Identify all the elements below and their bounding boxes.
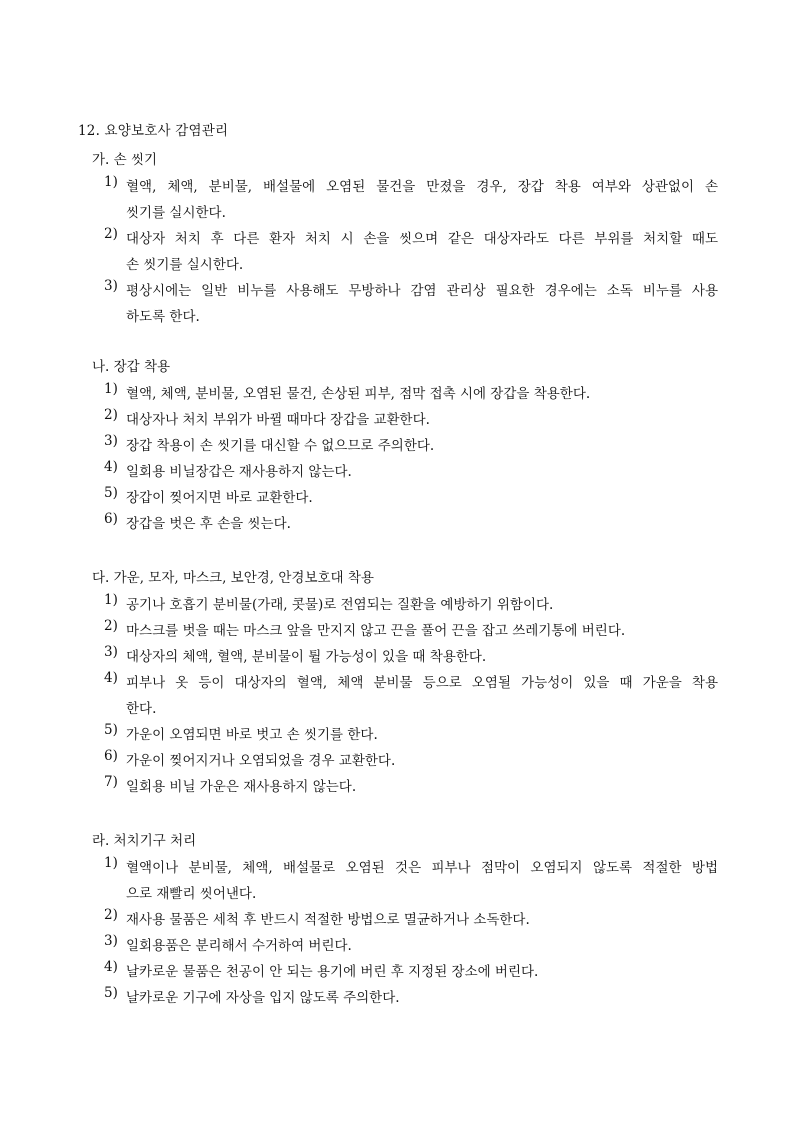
item-number: 3) <box>104 933 118 949</box>
item-text: 혈액, 체액, 분비물, 배설물에 오염된 물건을 만졌을 경우, 장갑 착용 여부와 상관없이 손 <box>126 179 718 195</box>
item-text: 재사용 물품은 세척 후 반드시 적절한 방법으로 멸균하거나 소독한다. <box>126 912 530 928</box>
item-number: 2) <box>104 618 118 634</box>
item-number: 1) <box>104 381 118 397</box>
item-number: 3) <box>104 278 118 294</box>
item-text: 혈액, 체액, 분비물, 오염된 물건, 손상된 피부, 점막 접촉 시에 장갑을 착용한다. <box>126 386 591 402</box>
item-text: 일회용 비닐장갑은 재사용하지 않는다. <box>126 464 352 480</box>
section-heading: 라. 처치기구 처리 <box>92 833 197 849</box>
section-heading: 다. 가운, 모자, 마스크, 보안경, 안경보호대 착용 <box>92 570 374 586</box>
item-number: 4) <box>104 670 118 686</box>
item-text: 일회용 비닐 가운은 재사용하지 않는다. <box>126 779 357 795</box>
item-number: 2) <box>104 226 118 242</box>
item-number: 6) <box>104 748 118 764</box>
item-text: 공기나 호흡기 분비물(가래, 콧물)로 전염되는 질환을 예방하기 위함이다. <box>126 597 554 613</box>
item-number: 5) <box>104 722 118 738</box>
item-text: 혈액이나 분비물, 체액, 배설물로 오염된 것은 피부나 점막이 오염되지 않도록 적절한 방법 <box>126 860 718 876</box>
item-text: 가운이 찢어지거나 오염되었을 경우 교환한다. <box>126 753 396 769</box>
item-text-continued: 손 씻기를 실시한다. <box>126 257 244 273</box>
item-text: 일회용품은 분리해서 수거하여 버린다. <box>126 938 352 954</box>
item-number: 3) <box>104 433 118 449</box>
item-number: 2) <box>104 407 118 423</box>
item-number: 1) <box>104 174 118 190</box>
item-number: 4) <box>104 459 118 475</box>
item-text-continued: 으로 재빨리 씻어낸다. <box>126 886 257 902</box>
section-heading: 가. 손 씻기 <box>92 152 158 168</box>
item-text: 날카로운 기구에 자상을 입지 않도록 주의한다. <box>126 990 400 1006</box>
item-text: 장갑 착용이 손 씻기를 대신할 수 없으므로 주의한다. <box>126 438 435 454</box>
item-text: 평상시에는 일반 비누를 사용해도 무방하나 감염 관리상 필요한 경우에는 소독 비누를 사용 <box>126 283 718 299</box>
item-number: 5) <box>104 485 118 501</box>
item-text: 장갑이 찢어지면 바로 교환한다. <box>126 490 313 506</box>
item-text: 피부나 옷 등이 대상자의 혈액, 체액 분비물 등으로 오염될 가능성이 있을 때 가운을 착용 <box>126 675 718 691</box>
item-text-continued: 한다. <box>126 701 157 717</box>
item-text: 마스크를 벗을 때는 마스크 앞을 만지지 않고 끈을 풀어 끈을 잡고 쓰레기통에 버린다. <box>126 623 626 639</box>
item-text: 날카로운 물품은 천공이 안 되는 용기에 버린 후 지정된 장소에 버린다. <box>126 964 539 980</box>
item-text: 장갑을 벗은 후 손을 씻는다. <box>126 516 291 532</box>
item-text-continued: 씻기를 실시한다. <box>126 205 226 221</box>
item-number: 3) <box>104 644 118 660</box>
item-text: 대상자 처치 후 다른 환자 처치 시 손을 씻으며 같은 대상자라도 다른 부위를 처치할 때도 <box>126 231 718 247</box>
item-number: 2) <box>104 907 118 923</box>
item-number: 1) <box>104 855 118 871</box>
item-number: 6) <box>104 511 118 527</box>
document-title: 12. 요양보호사 감염관리 <box>78 123 229 139</box>
item-text-continued: 하도록 한다. <box>126 309 200 325</box>
item-number: 5) <box>104 985 118 1001</box>
item-number: 4) <box>104 959 118 975</box>
item-text: 대상자의 체액, 혈액, 분비물이 튈 가능성이 있을 때 착용한다. <box>126 649 487 665</box>
item-number: 7) <box>104 774 118 790</box>
item-text: 가운이 오염되면 바로 벗고 손 씻기를 한다. <box>126 727 378 743</box>
item-number: 1) <box>104 592 118 608</box>
item-text: 대상자나 처치 부위가 바뀔 때마다 장갑을 교환한다. <box>126 412 430 428</box>
section-heading: 나. 장갑 착용 <box>92 359 171 375</box>
